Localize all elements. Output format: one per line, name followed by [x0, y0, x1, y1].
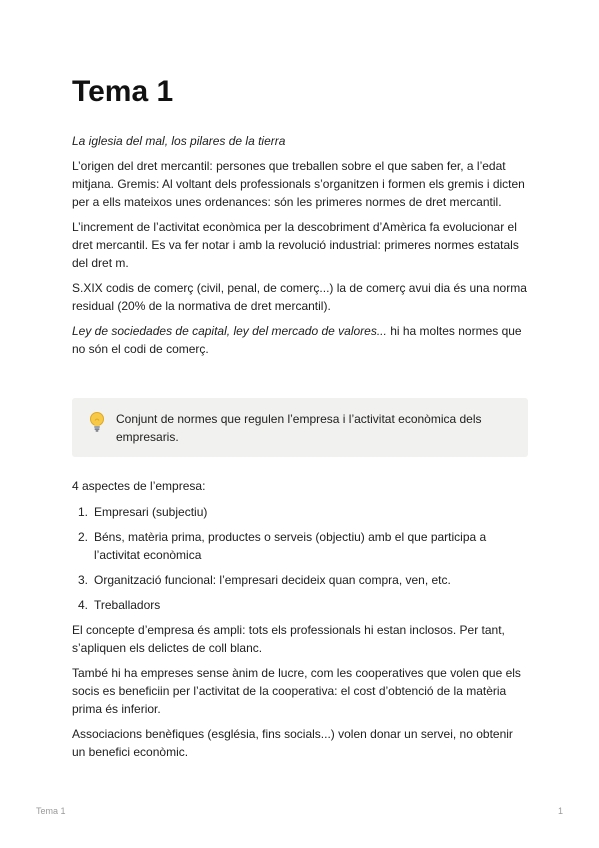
- paragraph-origin: L’origen del dret mercantil: persones que treballen sobre el que saben fer, a l’edat mitjana. Gremis: Al voltant dels professionals s’organitzen i formen els gremis i dicten per a ells mateixos unes ordenances: són les primeres normes de dret mercantil.: [72, 159, 525, 209]
- page-title: Tema 1: [72, 75, 174, 108]
- subtitle: La iglesia del mal, los pilares de la tierra: [72, 134, 286, 148]
- paragraph-codes: S.XIX codis de comerç (civil, penal, de comerç...) la de comerç avui dia és una norma residual (20% de la normativa de dret mercantil).: [72, 281, 527, 313]
- list-item: 2. Béns, matèria prima, productes o serveis (objectiu) amb el que participa a l’activitat econòmica: [78, 530, 487, 562]
- footer-title: Tema 1: [36, 806, 66, 816]
- paragraph-increment: L’increment de l’activitat econòmica per la descobriment d’Amèrica fa evolucionar el dret mercantil. Es va fer notar i amb la revolució industrial: primeres normes estatals del dret m.: [72, 220, 519, 270]
- paragraph-laws: [72, 322, 528, 358]
- page-number: 1: [557, 806, 563, 816]
- aspects-list: [72, 503, 528, 614]
- paragraph-associations: Associacions benèfiques (església, fins socials...) volen donar un servei, no obtenir un benefici econòmic.: [72, 727, 513, 759]
- laws-italic: Ley de sociedades de capital, ley del mercado de valores...: [72, 324, 387, 338]
- paragraph-nonprofit: També hi ha empreses sense ànim de lucre, com les cooperatives que volen que els socis es beneficiin per l’activitat de la cooperativa: el cost d’obtenció de la matèria prima és inferior.: [72, 666, 521, 716]
- aspects-intro: 4 aspectes de l’empresa:: [72, 479, 206, 493]
- list-item: 4. Treballadors: [78, 598, 161, 612]
- callout-text: Conjunt de normes que regulen l’empresa i l’activitat econòmica dels empresaris.: [116, 412, 482, 444]
- paragraph-concept: El concepte d’empresa és ampli: tots els professionals hi estan inclosos. Per tant, s’apliquen els delictes de coll blanc.: [72, 623, 505, 655]
- page-footer: [36, 806, 563, 816]
- document-page: [72, 72, 528, 768]
- callout-box: [72, 398, 528, 457]
- list-item: 1. Empresari (subjectiu): [78, 505, 208, 519]
- list-item: 3. Organització funcional: l’empresari decideix quan compra, ven, etc.: [78, 573, 451, 587]
- laws-rest: hi ha moltes normes que no són el codi de comerç.: [72, 324, 522, 356]
- lightbulb-icon: [88, 411, 108, 438]
